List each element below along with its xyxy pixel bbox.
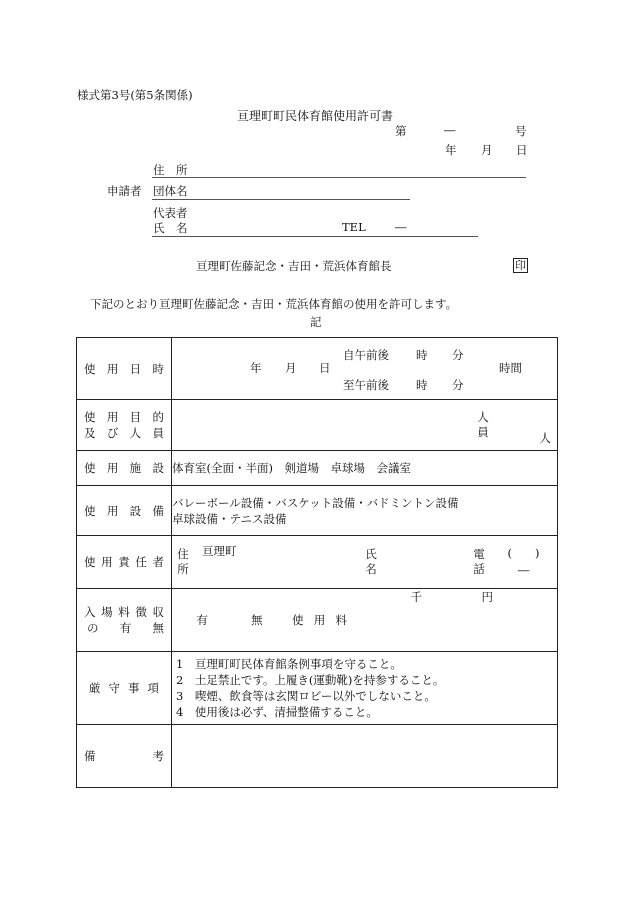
responsible-phone-input[interactable]: ( ) ―	[507, 546, 540, 577]
representative-label: 代表者	[153, 206, 188, 220]
address-label: 住 所	[153, 163, 188, 177]
fee-yes-no[interactable]: 有 無	[196, 613, 263, 627]
admission-fee-label: 入 場 料 徴 収 の 有 無	[77, 589, 172, 652]
responsible-value	[172, 536, 558, 589]
fee-digit-3[interactable]	[398, 589, 423, 651]
row-purpose	[77, 400, 558, 451]
purpose-input[interactable]	[172, 400, 471, 450]
applicant-label: 申請者	[107, 184, 142, 198]
rule-item: 2 土足禁止です。上履き(運動靴)を持参すること。	[176, 673, 445, 687]
responsible-phone-label: 電 話	[473, 547, 485, 576]
group-name-underline	[152, 199, 410, 200]
usage-date-label: 使 用 日 時	[77, 338, 172, 400]
purpose-label: 使 用 目 的 及 び 人 員	[77, 400, 172, 451]
rules-list	[172, 652, 558, 725]
rule-item: 3 喫煙、飲食等は玄関ロビー以外でしないこと。	[176, 689, 436, 703]
group-name-label: 団体名	[153, 184, 188, 198]
fee-digit-1[interactable]	[352, 589, 375, 651]
row-facility	[77, 451, 558, 486]
purpose-value	[172, 400, 558, 451]
people-count[interactable]: 人	[539, 431, 551, 445]
form-number: 様式第3号(第5条関係)	[77, 88, 193, 102]
row-rules	[77, 652, 558, 725]
row-usage-date	[77, 338, 558, 400]
row-admission-fee	[77, 589, 558, 652]
address-underline	[152, 177, 526, 178]
equipment-label: 使 用 設 備	[77, 486, 172, 536]
people-label: 人 員	[477, 410, 489, 439]
issuer-name: 亘理町佐藤記念・吉田・荒浜体育館長	[196, 259, 392, 273]
responsible-name-input[interactable]	[382, 536, 468, 588]
tel-label: TEL	[342, 220, 366, 234]
rules-label: 厳 守 事 項	[77, 652, 172, 725]
remarks-label: 備 考	[77, 725, 172, 788]
row-remarks	[77, 725, 558, 788]
seal-mark: 印	[515, 259, 526, 272]
ki-heading: 記	[310, 315, 322, 329]
admission-fee-value	[172, 589, 558, 652]
fee-digit-4[interactable]	[423, 589, 446, 651]
document-title: 亘理町町民体育館使用許可書	[237, 109, 394, 123]
tel-dash: ―	[395, 220, 407, 234]
fee-digit-5[interactable]	[446, 589, 469, 651]
name-label: 氏 名	[153, 221, 188, 235]
responsible-label: 使 用 責 任 者	[77, 536, 172, 589]
thousand-unit: 千	[410, 590, 422, 604]
name-underline	[152, 236, 478, 237]
facility-label: 使 用 施 設	[77, 451, 172, 486]
rule-item: 1 亘理町町民体育館条例事項を守ること。	[176, 657, 402, 671]
equipment-value: バレーボール設備・バスケット設備・バドミントン設備 卓球設備・テニス設備	[172, 486, 558, 536]
yen-unit: 円	[481, 590, 493, 604]
facility-value: 体育室(全面・半面) 剣道場 卓球場 会議室	[172, 451, 558, 486]
usage-fee-label: 使 用 料	[292, 613, 347, 627]
rule-item: 4 使用後は必ず、清掃整備すること。	[176, 705, 378, 719]
usage-date-value: 年 月 日 自午前後 時 分 至午前後 時 分 時間	[172, 338, 558, 400]
permission-statement: 下記のとおり亘理町佐藤記念・吉田・荒浜体育館の使用を許可します。	[90, 297, 458, 311]
responsible-name-label: 氏 名	[365, 547, 377, 576]
responsible-address-label: 住 所	[177, 547, 189, 576]
permit-table	[76, 337, 558, 788]
fee-digit-2[interactable]	[375, 589, 398, 651]
responsible-address-input[interactable]: 亘理町	[202, 544, 237, 558]
fee-digit-6[interactable]	[469, 589, 494, 651]
remarks-input[interactable]	[172, 725, 558, 788]
row-equipment	[77, 486, 558, 536]
row-responsible	[77, 536, 558, 589]
fee-blank	[494, 589, 557, 651]
